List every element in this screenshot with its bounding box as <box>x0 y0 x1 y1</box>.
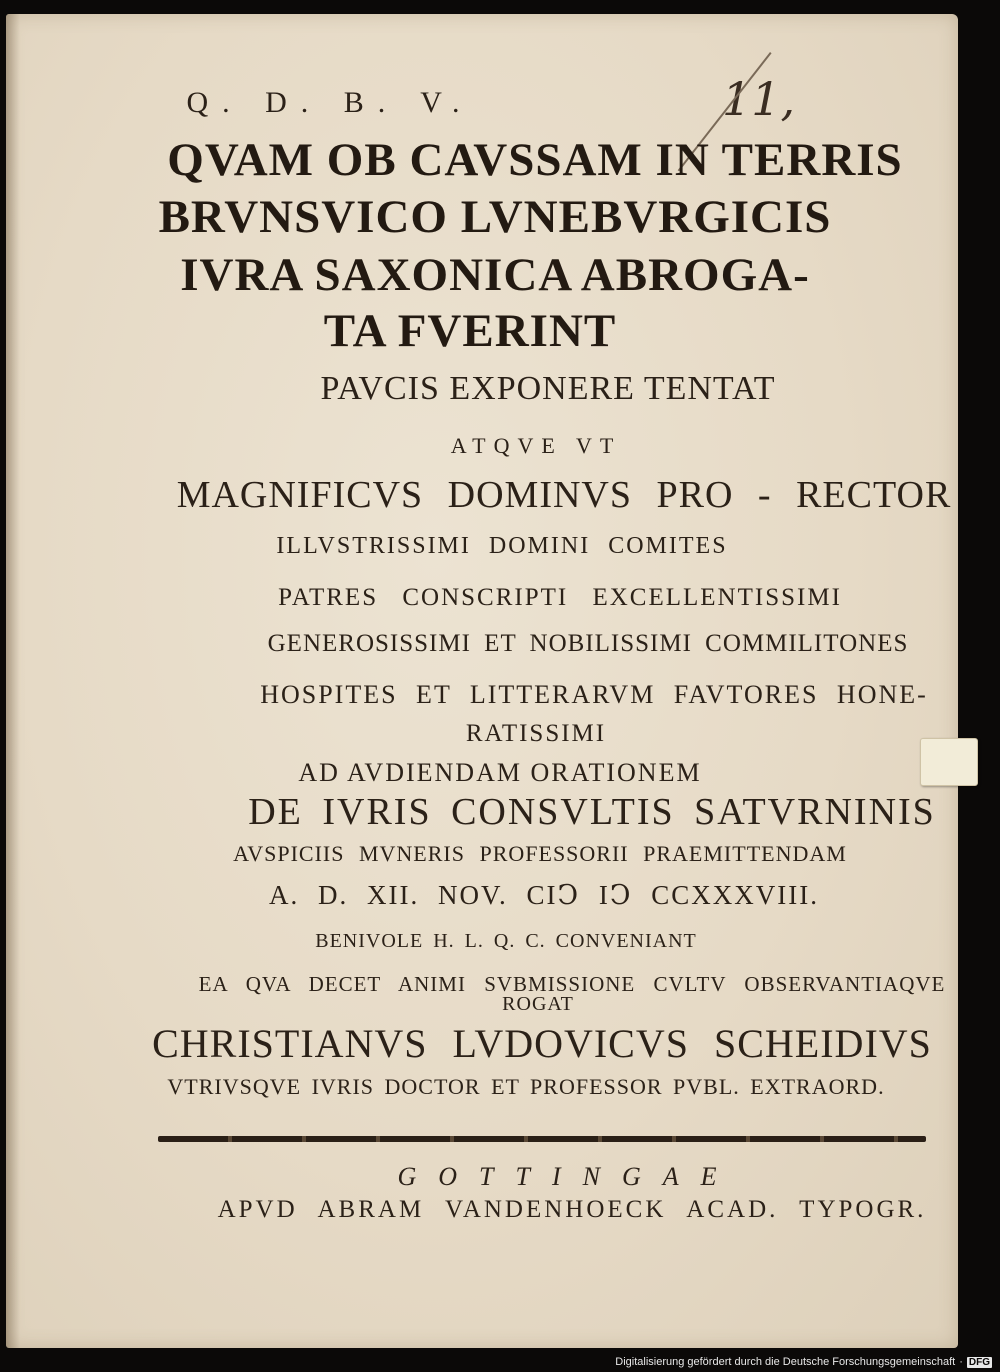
magnificus-line: MAGNIFICVS DOMINVS PRO - RECTOR <box>176 474 952 516</box>
handwritten-mark: 11, <box>722 72 796 126</box>
dfg-logo-icon: DFG <box>968 1356 990 1368</box>
title-line-3: IVRA SAXONICA ABROGA- <box>180 249 810 301</box>
atque-line: ATQVE VT <box>450 433 622 458</box>
place-line: GOTTINGAE <box>397 1162 739 1191</box>
benivole-line: BENIVOLE H. L. Q. C. CONVENIANT <box>315 930 697 952</box>
date-line: A. D. XII. NOV. CIↃ IↃ CCXXXVIII. <box>268 880 820 910</box>
de-iuris-line: DE IVRIS CONSVLTIS SATVRNINIS <box>248 791 936 833</box>
rogat-line: ROGAT <box>502 993 574 1015</box>
footer-credit: Digitalisierung gefördert durch die Deutsche Forschungsgemeinschaft · DFG <box>615 1356 990 1368</box>
title-line-1: QVAM OB CAVSSAM IN TERRIS <box>167 134 903 186</box>
title-line-4: TA FVERINT <box>323 305 617 357</box>
paucis-line: PAVCIS EXPONERE TENTAT <box>320 370 776 407</box>
hospites-line: HOSPITES ET LITTERARVM FAVTORES HONE- <box>260 680 928 709</box>
footer-text: Digitalisierung gefördert durch die Deutsche Forschungsgemeinschaft <box>615 1356 956 1368</box>
printer-line: APVD ABRAM VANDENHOECK ACAD. TYPOGR. <box>217 1196 927 1223</box>
generosissimi-line: GENEROSISSIMI ET NOBILISSIMI COMMILITONES <box>267 630 909 657</box>
ratissimi-line: RATISSIMI <box>465 720 607 747</box>
illustrissimi-line: ILLVSTRISSIMI DOMINI COMITES <box>276 533 728 559</box>
title-line-2: BRVNSVICO LVNEBVRGICIS <box>158 191 832 243</box>
decorative-rule <box>158 1136 926 1142</box>
author-line: CHRISTIANVS LVDOVICVS SCHEIDIVS <box>152 1021 932 1066</box>
ea-qua-line: EA QVA DECET ANIMI SVBMISSIONE CVLTV OBSERVANTIAQVE <box>198 972 946 996</box>
ad-audiendam-line: AD AVDIENDAM ORATIONEM <box>298 758 702 787</box>
qdbv-heading: Q. D. B. V. <box>186 86 474 119</box>
auspiciis-line: AVSPICIIS MVNERIS PROFESSORII PRAEMITTENDAM <box>233 841 847 866</box>
author-title-line: VTRIVSQVE IVRIS DOCTOR ET PROFESSOR PVBL. EXTRAORD. <box>167 1074 885 1099</box>
patres-line: PATRES CONSCRIPTI EXCELLENTISSIMI <box>278 584 842 611</box>
page-edge-shadow <box>6 14 20 1348</box>
